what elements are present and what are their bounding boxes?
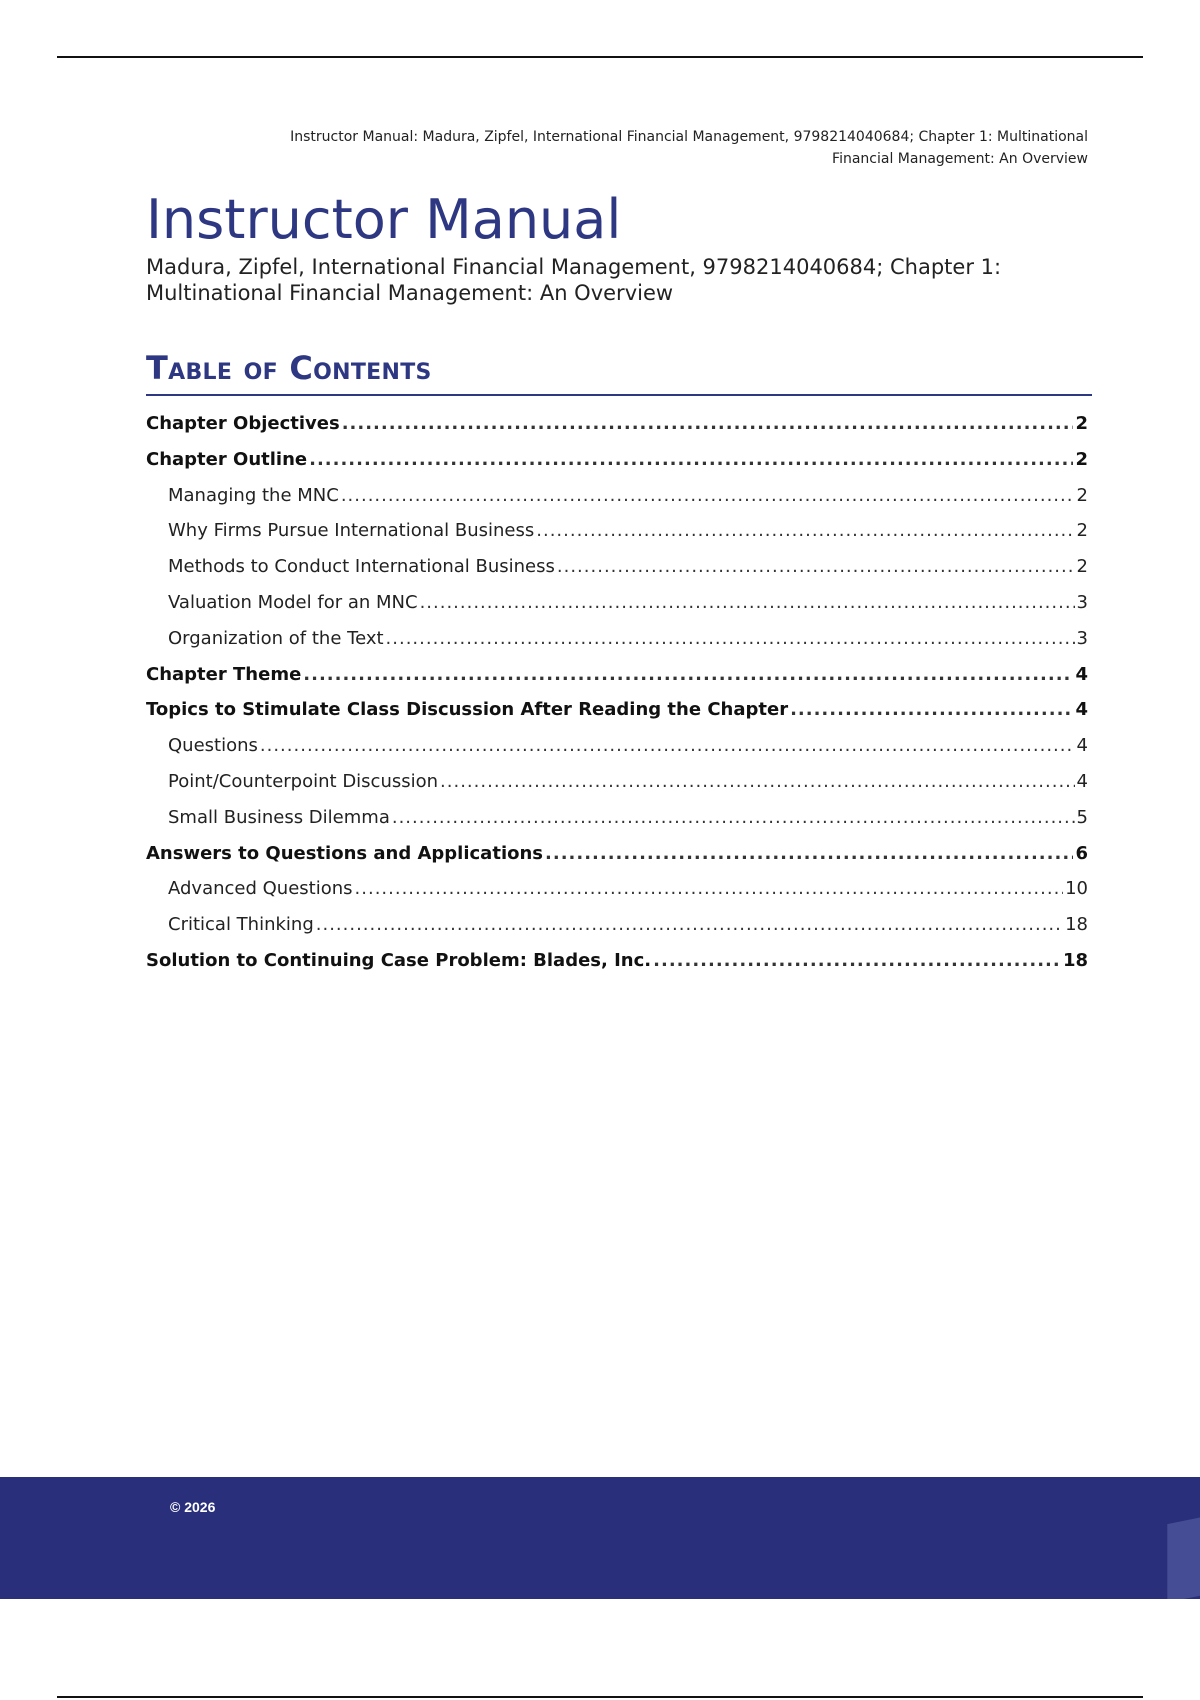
toc-entry-page-number: 2 xyxy=(1075,448,1088,470)
toc-dot-leader xyxy=(355,871,1064,907)
toc-entry-page-number: 2 xyxy=(1076,520,1088,542)
document-title: Instructor Manual xyxy=(146,188,622,251)
bottom-divider xyxy=(57,1696,1143,1698)
toc-entry-page-number: 10 xyxy=(1065,878,1088,900)
toc-dot-leader xyxy=(260,728,1075,764)
toc-dot-leader xyxy=(790,692,1073,728)
toc-entry[interactable] xyxy=(146,907,1088,943)
toc-entry[interactable] xyxy=(146,836,1088,872)
toc-dot-leader xyxy=(386,621,1075,657)
toc-entry[interactable] xyxy=(146,478,1088,514)
footer-band xyxy=(0,1477,1200,1599)
toc-entry[interactable] xyxy=(146,549,1088,585)
toc-entry-label: Questions xyxy=(168,735,258,757)
toc-entry[interactable] xyxy=(146,764,1088,800)
toc-entry[interactable] xyxy=(146,621,1088,657)
toc-entry-page-number: 2 xyxy=(1076,556,1088,578)
toc-entry-label: Topics to Stimulate Class Discussion After Reading the Chapter xyxy=(146,699,789,721)
toc-dot-leader xyxy=(440,764,1075,800)
toc-entry-page-number: 2 xyxy=(1076,484,1088,506)
toc-dot-leader xyxy=(653,943,1061,979)
toc-entry-label: Small Business Dilemma xyxy=(168,806,390,828)
toc-entry[interactable] xyxy=(146,871,1088,907)
toc-entry[interactable] xyxy=(146,692,1088,728)
toc-entry-label: Chapter Outline xyxy=(146,448,308,470)
toc-dot-leader xyxy=(536,513,1074,549)
toc-dot-leader xyxy=(392,800,1075,836)
toc-entry-page-number: 3 xyxy=(1076,627,1088,649)
toc-entry[interactable] xyxy=(146,728,1088,764)
toc-divider xyxy=(146,394,1092,396)
toc-dot-leader xyxy=(342,406,1074,442)
table-of-contents xyxy=(146,406,1088,979)
toc-entry-label: Critical Thinking xyxy=(168,914,314,936)
document-subtitle: Madura, Zipfel, International Financial Management, 9798214040684; Chapter 1: Multinational Financial Management: An Overview xyxy=(146,255,1002,305)
toc-entry-page-number: 3 xyxy=(1076,591,1088,613)
toc-dot-leader xyxy=(557,549,1075,585)
toc-entry[interactable] xyxy=(146,513,1088,549)
toc-entry-page-number: 4 xyxy=(1075,699,1088,721)
toc-entry-page-number: 6 xyxy=(1075,842,1088,864)
toc-entry[interactable] xyxy=(146,800,1088,836)
toc-entry[interactable] xyxy=(146,406,1088,442)
running-header xyxy=(128,126,1088,170)
toc-entry-label: Organization of the Text xyxy=(168,627,384,649)
toc-dot-leader xyxy=(420,585,1075,621)
toc-entry-page-number: 4 xyxy=(1075,663,1088,685)
toc-dot-leader xyxy=(316,907,1063,943)
toc-entry-label: Methods to Conduct International Business xyxy=(168,556,555,578)
toc-entry-label: Point/Counterpoint Discussion xyxy=(168,770,439,792)
top-divider xyxy=(57,56,1143,58)
toc-entry-label: Solution to Continuing Case Problem: Blades, Inc. xyxy=(146,949,652,971)
toc-entry-label: Valuation Model for an MNC xyxy=(168,591,418,613)
toc-entry-page-number: 4 xyxy=(1076,735,1088,757)
toc-dot-leader xyxy=(309,442,1073,478)
toc-entry-page-number: 18 xyxy=(1065,914,1088,936)
toc-heading: Table of Contents xyxy=(146,349,432,387)
toc-entry[interactable] xyxy=(146,442,1088,478)
toc-entry-label: Managing the MNC xyxy=(168,484,339,506)
toc-entry-page-number: 4 xyxy=(1076,770,1088,792)
footer-decorative-shape xyxy=(1167,1512,1200,1599)
running-header-line-1: Instructor Manual: Madura, Zipfel, International Financial Management, 9798214040684; Chapter 1: Multinational xyxy=(290,129,1088,145)
toc-entry[interactable] xyxy=(146,585,1088,621)
toc-entry-page-number: 2 xyxy=(1075,413,1088,434)
toc-entry-label: Answers to Questions and Applications xyxy=(146,842,544,864)
toc-entry[interactable] xyxy=(146,943,1088,979)
toc-entry-label: Chapter Theme xyxy=(146,663,302,685)
toc-entry-label: Why Firms Pursue International Business xyxy=(168,520,535,542)
toc-dot-leader xyxy=(303,657,1073,693)
toc-entry-label: Chapter Objectives xyxy=(146,413,340,434)
toc-dot-leader xyxy=(545,836,1073,872)
toc-entry-page-number: 18 xyxy=(1062,949,1088,971)
toc-entry-label: Advanced Questions xyxy=(168,878,353,900)
toc-entry[interactable] xyxy=(146,657,1088,693)
running-header-line-2: Financial Management: An Overview xyxy=(832,151,1088,167)
toc-dot-leader xyxy=(341,478,1075,514)
copyright-notice: © 2026 xyxy=(170,1499,216,1515)
toc-entry-page-number: 5 xyxy=(1076,806,1088,828)
